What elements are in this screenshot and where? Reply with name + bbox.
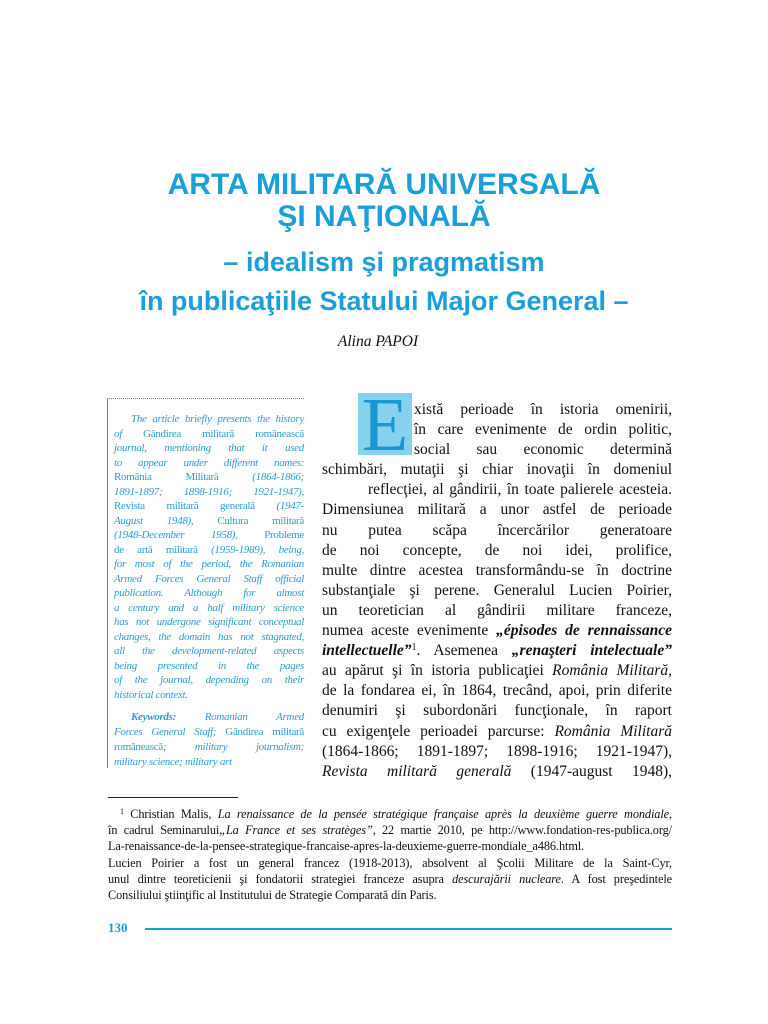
article-subtitle-line-1: – idealism şi pragmatism (223, 247, 545, 277)
body-text-segment: în care evenimente de ordin politic, (414, 421, 672, 439)
abstract-text-segment: The article briefly presents the history (131, 413, 304, 425)
body-text-segment: denumiri şi subordonări funcţionale, în raport (322, 702, 672, 720)
body-text-segment: , (668, 662, 673, 680)
body-text-segment: xistă perioade în istoria omenirii, (414, 401, 672, 418)
journal-title: Probleme (264, 529, 304, 541)
body-line (322, 521, 672, 541)
body-text-segment: social sau economic determină (414, 441, 672, 459)
abstract-text-segment: being presented in the pages (114, 659, 304, 672)
abstract-text-segment: (1864-1866; (218, 471, 304, 483)
footnote-separator (108, 797, 238, 798)
abstract-line (114, 615, 304, 630)
keywords (114, 710, 304, 771)
body-line (414, 440, 672, 460)
body-line (322, 541, 672, 561)
abstract-line (114, 456, 304, 471)
abstract-text-segment: (1948-December 1958), (114, 529, 265, 541)
body-text-segment: Dimensiunea militară a unor astfel de perioade (322, 501, 672, 519)
footnote-text-segment: , 22 martie 2010, pe http://www.fondation-res-publica.org/ (372, 823, 672, 838)
quoted-term: intellectuelle” (322, 642, 412, 660)
quoted-term: „épisodes de rennaissance (496, 622, 672, 640)
abstract-text-segment: August 1948), (114, 514, 218, 527)
footnote-text-segment: în cadrul Seminarului (108, 823, 220, 838)
journal-title: România Militară (554, 722, 673, 740)
abstract-text-segment: for most of the period, the Romanian (114, 558, 304, 570)
body-text-segment: au apărut şi în istoria publicaţiei (322, 662, 553, 680)
footnote-reference: 1 (411, 642, 417, 654)
keywords-label: Keywords: (131, 710, 176, 723)
body-line (322, 500, 672, 520)
body-text-segment: . Asemenea (416, 642, 512, 660)
footnote-line (108, 855, 672, 871)
abstract-line (114, 543, 304, 558)
abstract-text-segment: 1891-1897; 1898-1916; 1921-1947), (114, 485, 304, 498)
abstract-line (114, 601, 304, 616)
footnote (108, 806, 672, 903)
abstract-text-segment: to appear under different names: (114, 456, 304, 469)
journal-title: de artă militară (114, 543, 198, 556)
abstract-text-segment: publication. Although for almost (114, 587, 304, 599)
footer-rule (145, 928, 672, 930)
abstract-text-segment: all the development-related aspects (114, 645, 304, 657)
abstract-line (114, 644, 304, 659)
body-line (414, 400, 672, 420)
article-title-line-2: ŞI NAŢIONALĂ (277, 200, 491, 233)
journal-title: românească (114, 741, 163, 754)
abstract-line (114, 688, 304, 703)
abstract-text-segment: of (114, 427, 144, 440)
abstract-text-segment: historical context. (114, 688, 188, 701)
drop-cap: E (358, 393, 412, 455)
body-line (322, 621, 672, 641)
footnote-line (108, 822, 672, 838)
body-text (322, 400, 672, 782)
abstract-line (114, 572, 304, 587)
journal-title: Gândirea militară (225, 725, 305, 738)
abstract-line (114, 441, 304, 456)
article-title-line-1: ARTA MILITARĂ UNIVERSALĂ (167, 168, 601, 201)
abstract-text-segment: changes, the domain has not stagnated, (114, 630, 304, 643)
footnote-marker: 1 (120, 807, 124, 817)
body-line (322, 762, 672, 782)
body-line (322, 601, 672, 621)
abstract-line (114, 630, 304, 645)
keywords-line (114, 755, 304, 770)
abstract-line (114, 528, 304, 543)
abstract-line (114, 673, 304, 688)
body-text-segment: cu exigenţele perioadei parcurse: (322, 722, 555, 740)
abstract-line (114, 659, 304, 674)
footnote-text-segment: Consiliului ştiinţific al Institutului de Strategie Comparată din Paris. (108, 887, 437, 902)
footnote-line (108, 887, 672, 903)
body-line (322, 641, 672, 661)
keywords-line (114, 740, 304, 755)
abstract-line (114, 470, 304, 485)
keywords-line (114, 725, 304, 740)
abstract-line (114, 557, 304, 572)
body-text-segment: schimbări, mutaţii şi chiar inovaţii în domeniul (322, 461, 672, 479)
abstract-text-segment: (1959-1989), being, (197, 543, 304, 556)
body-text-segment: nu putea scăpa încercărilor generatoare (322, 521, 672, 539)
footnote-text-segment: unul dintre teoreticienii şi fondatorii strategiei franceze asupra (108, 871, 453, 886)
journal-title: România Militară (114, 471, 219, 483)
body-text-segment: reflecţiei, al gândirii, în toate palierele acesteia. (368, 481, 672, 499)
article-subtitle-line-2: în publicaţiile Statului Major General – (139, 286, 629, 316)
abstract-text-segment: Armed Forces General Staff official (114, 572, 304, 585)
quoted-term: „renaşteri intelectuale” (511, 642, 672, 660)
abstract-line (114, 499, 304, 514)
abstract-line (114, 485, 304, 500)
keywords-text-segment: ; military journalism; (162, 741, 304, 754)
body-text-segment: de noi concepte, de noi idei, prolifice, (322, 541, 672, 559)
abstract-text-segment: of the journal, depending on their (114, 674, 304, 686)
keywords-line (114, 710, 304, 725)
seminar-title: „La France et ses stratèges” (219, 823, 373, 838)
body-text-segment: de la fondarea ei, în 1864, trecând, apoi, prin diferite (322, 682, 672, 700)
body-line (322, 661, 672, 681)
keywords-text-segment: military science; military art (114, 756, 232, 769)
journal-title: România Militară (552, 662, 669, 680)
abstract-text-segment: (1947- (254, 500, 304, 512)
emphasized-term: descurajării nucleare (452, 871, 561, 886)
body-text-segment: numea aceste evenimente (322, 622, 497, 640)
body-line (322, 460, 672, 480)
body-line (368, 480, 672, 500)
footnote-line (108, 806, 672, 822)
journal-title: Revista militară generală (114, 500, 255, 512)
body-line (322, 561, 672, 581)
keywords-text-segment: Romanian Armed (175, 710, 304, 723)
abstract-text-segment: a century and a half military science (114, 601, 304, 614)
keywords-text-segment: Forces General Staff; (114, 725, 226, 738)
abstract-line (114, 427, 304, 442)
footnote-line (108, 871, 672, 887)
abstract-line (114, 514, 304, 529)
page-number: 130 (108, 920, 128, 935)
journal-title: Revista militară generală (322, 762, 512, 780)
footnote-text-segment: Lucien Poirier a fost un general francez (1918-2013), absolvent al Şcolii Militare de la Saint-Cyr, (108, 855, 672, 870)
footnote-text-segment: . A fost preşedintele (560, 871, 673, 886)
body-text-segment: substanţiale şi perene. Generalul Lucien Poirier, (322, 581, 672, 599)
body-line (322, 681, 672, 701)
body-text-segment: multe dintre acestea transformându-se în doctrine (322, 561, 672, 579)
abstract-text-segment: journal, mentioning that it used (114, 442, 304, 454)
journal-title: Cultura militară (217, 514, 304, 527)
cited-work-title: La renaissance de la pensée stratégique française après la deuxième guerre mondiale (217, 807, 670, 821)
body-text-segment: (1864-1866; 1891-1897; 1898-1916; 1921-1947), (322, 742, 672, 760)
body-line (322, 581, 672, 601)
body-text-segment: un teoretician al gândirii militare franceze, (322, 601, 672, 619)
body-line (414, 420, 672, 440)
abstract-line (114, 412, 304, 427)
body-text-segment: (1947-august 1948), (511, 762, 672, 780)
footnote-line (108, 838, 672, 854)
body-line (322, 722, 672, 742)
body-line (322, 701, 672, 721)
abstract-text (114, 412, 304, 702)
abstract-text-segment: has not undergone significant conceptual (114, 616, 304, 628)
footnote-text-segment: Christian Malis, (123, 807, 218, 821)
abstract-box (107, 398, 304, 768)
footnote-text-segment: La-renaissance-de-la-pensee-strategique-francaise-apres-la-deuxieme-guerre-mondiale_a486.html. (108, 839, 585, 854)
author-name: Alina PAPOI (337, 333, 419, 350)
abstract-line (114, 586, 304, 601)
body-line (322, 742, 672, 762)
journal-title: Gândirea militară românească (143, 427, 304, 440)
footnote-text-segment: , (669, 807, 672, 821)
